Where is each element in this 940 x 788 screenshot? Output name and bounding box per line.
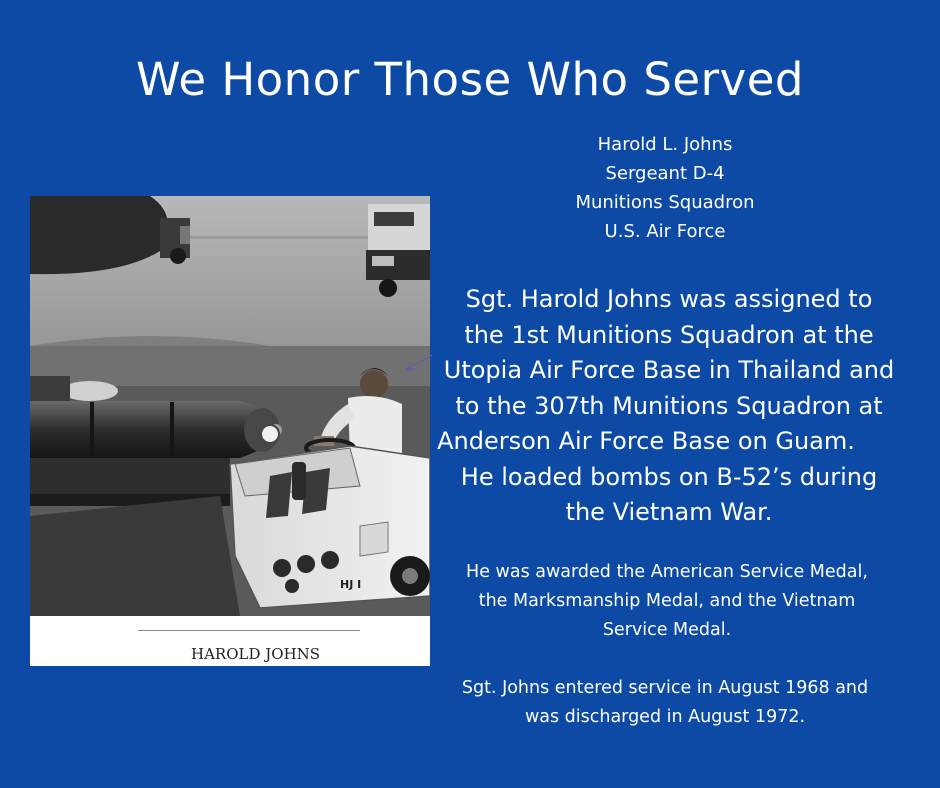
service-dates-text bbox=[418, 674, 912, 732]
service-info bbox=[515, 130, 815, 246]
veteran-unit: Munitions Squadron bbox=[575, 192, 755, 213]
narrative-line: He loaded bombs on B-52’s during bbox=[460, 462, 878, 491]
veteran-photo-illustration bbox=[30, 196, 430, 666]
narrative-line: Sgt. Harold Johns was assigned to bbox=[465, 285, 873, 313]
veteran-photo bbox=[30, 196, 430, 666]
veteran-name: Harold L. Johns bbox=[597, 134, 733, 155]
page-title: We Honor Those Who Served bbox=[135, 53, 805, 106]
veteran-rank: Sergeant D-4 bbox=[605, 163, 725, 184]
bomb bbox=[30, 401, 282, 458]
awards-line: He was awarded the American Service Medal, bbox=[466, 562, 868, 582]
narrative-line: to the 307th Munitions Squadron at bbox=[455, 391, 883, 420]
awards-line: Service Medal. bbox=[602, 620, 732, 640]
arrow-icon bbox=[398, 352, 434, 376]
photo-caption: HAROLD JOHNS bbox=[191, 645, 321, 663]
awards-text bbox=[422, 558, 912, 645]
bomb-tug bbox=[230, 446, 430, 608]
veteran-branch: U.S. Air Force bbox=[604, 221, 726, 242]
awards-line: the Marksmanship Medal, and the Vietnam bbox=[478, 591, 856, 611]
narrative-line: Utopia Air Force Base in Thailand and bbox=[443, 356, 895, 384]
narrative-line: the 1st Munitions Squadron at the bbox=[464, 320, 874, 349]
jeep bbox=[160, 218, 190, 264]
vehicle-marking: HJ I bbox=[340, 578, 362, 591]
service-line: Sgt. Johns entered service in August 1968 and bbox=[461, 678, 869, 698]
narrative-line: Anderson Air Force Base on Guam. bbox=[437, 427, 855, 455]
service-narrative bbox=[424, 282, 914, 531]
narrative-line: the Vietnam War. bbox=[565, 498, 773, 526]
service-line: was discharged in August 1972. bbox=[524, 707, 806, 727]
